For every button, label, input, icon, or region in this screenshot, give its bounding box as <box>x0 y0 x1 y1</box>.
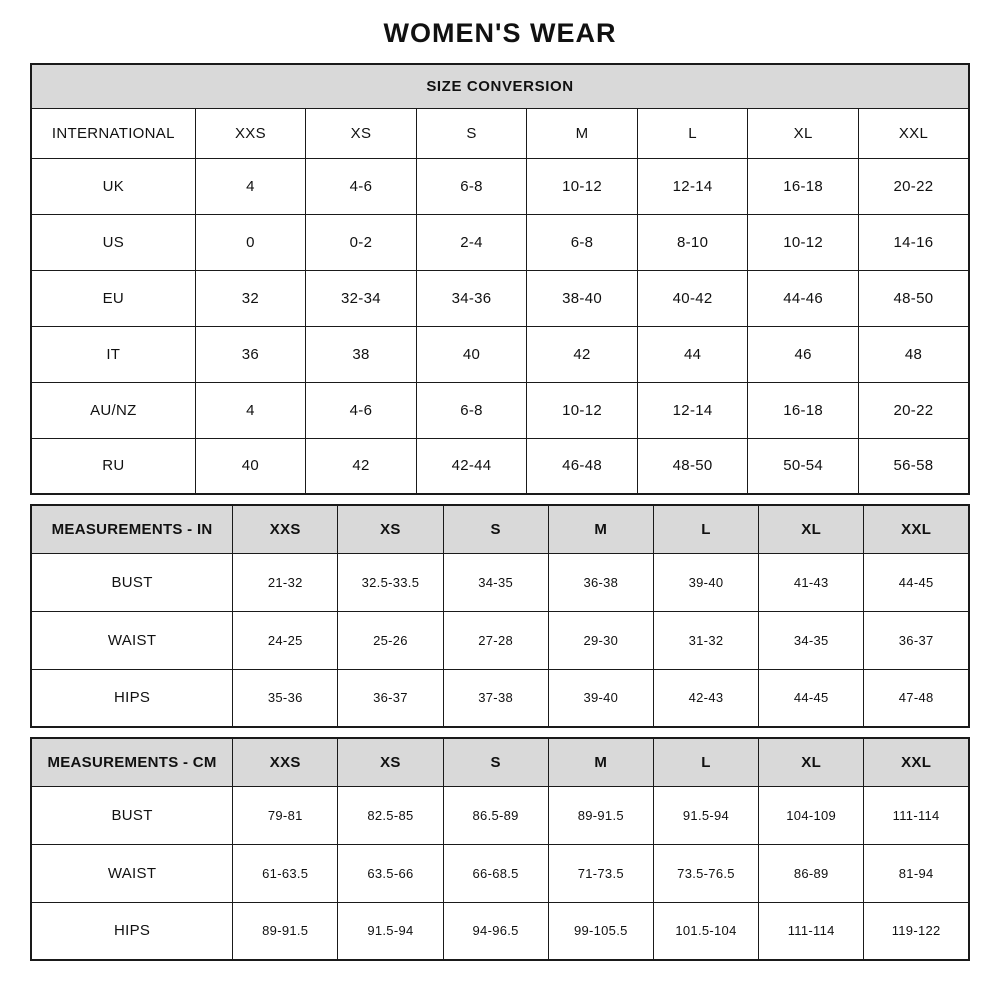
cell: 4 <box>195 382 306 438</box>
cell: 34-36 <box>416 270 527 326</box>
table-row <box>31 438 969 494</box>
cell: 40 <box>195 438 306 494</box>
cell: 47-48 <box>864 669 969 727</box>
cell: 37-38 <box>443 669 548 727</box>
column-header: XL <box>759 505 864 553</box>
table-row <box>31 669 969 727</box>
cell: 25-26 <box>338 611 443 669</box>
table-row <box>31 786 969 844</box>
cell: 94-96.5 <box>443 902 548 960</box>
cell: 66-68.5 <box>443 844 548 902</box>
column-header: XXL <box>864 505 969 553</box>
cell: 91.5-94 <box>338 902 443 960</box>
cell: 86-89 <box>759 844 864 902</box>
row-label: EU <box>31 270 195 326</box>
column-header: M <box>548 505 653 553</box>
cell: 44-45 <box>759 669 864 727</box>
cell: 48 <box>858 326 969 382</box>
cell: 10-12 <box>527 382 638 438</box>
column-header: L <box>653 505 758 553</box>
cell: 44 <box>637 326 748 382</box>
column-header: XXL <box>858 108 969 158</box>
column-header: XL <box>759 738 864 786</box>
cell: 12-14 <box>637 158 748 214</box>
cell: 79-81 <box>233 786 338 844</box>
cell: 34-35 <box>443 553 548 611</box>
cell: 46-48 <box>527 438 638 494</box>
cell: 36-37 <box>864 611 969 669</box>
cell: 24-25 <box>233 611 338 669</box>
cell: 39-40 <box>653 553 758 611</box>
cell: 31-32 <box>653 611 758 669</box>
table-band-row <box>31 64 969 108</box>
cell: 89-91.5 <box>233 902 338 960</box>
column-header-row <box>31 108 969 158</box>
column-header: XS <box>306 108 417 158</box>
row-label: UK <box>31 158 195 214</box>
row-label: WAIST <box>31 844 233 902</box>
cell: 40 <box>416 326 527 382</box>
cell: 61-63.5 <box>233 844 338 902</box>
column-header-row <box>31 738 969 786</box>
cell: 71-73.5 <box>548 844 653 902</box>
column-header: L <box>637 108 748 158</box>
cell: 6-8 <box>527 214 638 270</box>
row-label: US <box>31 214 195 270</box>
column-header: S <box>443 505 548 553</box>
column-header: XS <box>338 505 443 553</box>
cell: 73.5-76.5 <box>653 844 758 902</box>
column-header: S <box>416 108 527 158</box>
cell: 86.5-89 <box>443 786 548 844</box>
column-header: M <box>527 108 638 158</box>
cell: 56-58 <box>858 438 969 494</box>
cell: 36-37 <box>338 669 443 727</box>
cell: 89-91.5 <box>548 786 653 844</box>
cell: 48-50 <box>637 438 748 494</box>
cell: 42-43 <box>653 669 758 727</box>
cell: 42 <box>306 438 417 494</box>
cell: 8-10 <box>637 214 748 270</box>
cell: 32 <box>195 270 306 326</box>
cell: 101.5-104 <box>653 902 758 960</box>
column-header: XS <box>338 738 443 786</box>
cell: 27-28 <box>443 611 548 669</box>
column-header: XXS <box>195 108 306 158</box>
cell: 36-38 <box>548 553 653 611</box>
cell: 111-114 <box>864 786 969 844</box>
cell: 48-50 <box>858 270 969 326</box>
cell: 0-2 <box>306 214 417 270</box>
table-row <box>31 214 969 270</box>
cell: 0 <box>195 214 306 270</box>
cell: 32.5-33.5 <box>338 553 443 611</box>
row-label: AU/NZ <box>31 382 195 438</box>
cell: 20-22 <box>858 158 969 214</box>
cell: 42 <box>527 326 638 382</box>
cell: 6-8 <box>416 382 527 438</box>
measurements-cm-table <box>30 737 970 961</box>
cell: 63.5-66 <box>338 844 443 902</box>
cell: 44-45 <box>864 553 969 611</box>
column-header: L <box>653 738 758 786</box>
size-conversion-table <box>30 63 970 495</box>
cell: 4-6 <box>306 382 417 438</box>
cell: 104-109 <box>759 786 864 844</box>
cell: 38-40 <box>527 270 638 326</box>
cell: 41-43 <box>759 553 864 611</box>
cell: 21-32 <box>233 553 338 611</box>
table-row <box>31 611 969 669</box>
cell: 35-36 <box>233 669 338 727</box>
cell: 20-22 <box>858 382 969 438</box>
column-header: M <box>548 738 653 786</box>
table-row <box>31 326 969 382</box>
cell: 29-30 <box>548 611 653 669</box>
cell: 82.5-85 <box>338 786 443 844</box>
row-label: HIPS <box>31 902 233 960</box>
row-label: IT <box>31 326 195 382</box>
measurements-in-header: MEASUREMENTS - IN <box>31 505 233 553</box>
column-header: INTERNATIONAL <box>31 108 195 158</box>
column-header: XL <box>748 108 859 158</box>
measurements-cm-header: MEASUREMENTS - CM <box>31 738 233 786</box>
row-label: WAIST <box>31 611 233 669</box>
cell: 10-12 <box>527 158 638 214</box>
cell: 40-42 <box>637 270 748 326</box>
cell: 6-8 <box>416 158 527 214</box>
table-row <box>31 902 969 960</box>
row-label: BUST <box>31 786 233 844</box>
column-header-row <box>31 505 969 553</box>
column-header: S <box>443 738 548 786</box>
cell: 10-12 <box>748 214 859 270</box>
cell: 99-105.5 <box>548 902 653 960</box>
column-header: XXS <box>233 505 338 553</box>
cell: 16-18 <box>748 382 859 438</box>
cell: 12-14 <box>637 382 748 438</box>
cell: 14-16 <box>858 214 969 270</box>
cell: 46 <box>748 326 859 382</box>
cell: 36 <box>195 326 306 382</box>
row-label: RU <box>31 438 195 494</box>
cell: 4-6 <box>306 158 417 214</box>
measurements-in-table <box>30 504 970 728</box>
cell: 34-35 <box>759 611 864 669</box>
cell: 42-44 <box>416 438 527 494</box>
table-row <box>31 553 969 611</box>
table-row <box>31 158 969 214</box>
cell: 50-54 <box>748 438 859 494</box>
cell: 111-114 <box>759 902 864 960</box>
row-label: BUST <box>31 553 233 611</box>
cell: 119-122 <box>864 902 969 960</box>
cell: 39-40 <box>548 669 653 727</box>
cell: 2-4 <box>416 214 527 270</box>
size-conversion-header: SIZE CONVERSION <box>31 64 969 108</box>
cell: 32-34 <box>306 270 417 326</box>
table-row <box>31 844 969 902</box>
table-row <box>31 382 969 438</box>
table-row <box>31 270 969 326</box>
cell: 81-94 <box>864 844 969 902</box>
cell: 44-46 <box>748 270 859 326</box>
page-title: WOMEN'S WEAR <box>383 18 617 48</box>
row-label: HIPS <box>31 669 233 727</box>
cell: 38 <box>306 326 417 382</box>
column-header: XXL <box>864 738 969 786</box>
cell: 4 <box>195 158 306 214</box>
column-header: XXS <box>233 738 338 786</box>
cell: 16-18 <box>748 158 859 214</box>
cell: 91.5-94 <box>653 786 758 844</box>
